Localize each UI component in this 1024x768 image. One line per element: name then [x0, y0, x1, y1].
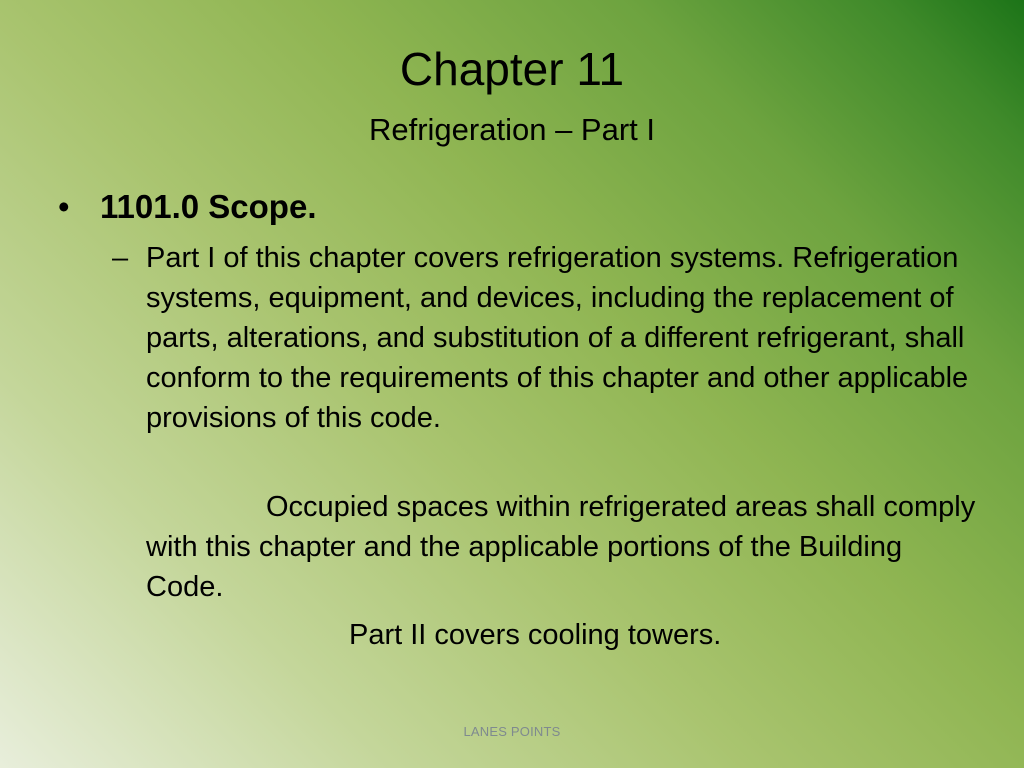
- slide-footer: LANES POINTS: [463, 724, 561, 739]
- scope-paragraph-1: [112, 238, 976, 438]
- slide-subtitle: Refrigeration – Part I: [368, 112, 656, 147]
- scope-paragraph-2: Occupied spaces within refrigerated areas shall comply with this chapter and the applicable portions of the Building Code.: [146, 491, 976, 603]
- bullet-heading-row: [58, 186, 316, 228]
- bullet-marker: •: [58, 188, 70, 225]
- section-heading: 1101.0 Scope.: [100, 188, 317, 225]
- slide-title: Chapter 11: [399, 43, 625, 95]
- scope-paragraph-3: Part II covers cooling towers.: [349, 619, 722, 651]
- scope-paragraph-1-text: Part I of this chapter covers refrigeration systems. Refrigeration systems, equipment, and devices, including the replacement of parts, alterations, and substitution of a different refrigerant, shall conform to the requirements of this chapter and other applicable provisions of this code.: [146, 242, 969, 434]
- dash-marker: –: [112, 242, 129, 274]
